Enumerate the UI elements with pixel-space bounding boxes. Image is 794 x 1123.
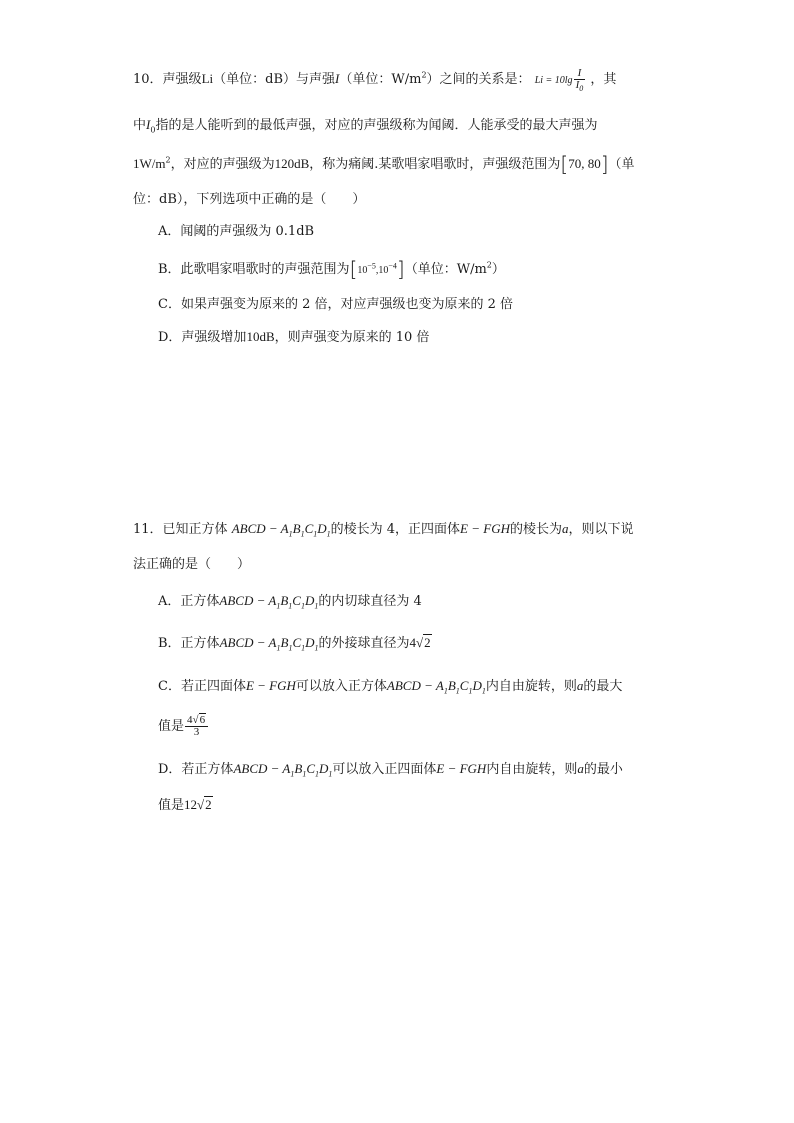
subscript: 1	[314, 769, 319, 779]
subscript: 1	[288, 529, 293, 539]
q10-option-c: C．如果声强变为原来的 2 倍，对应声强级也变为原来的 2 倍	[158, 297, 514, 312]
subscript: 1	[276, 601, 281, 611]
text: D	[472, 678, 482, 693]
fraction	[574, 67, 586, 94]
superscript: 2	[165, 155, 171, 165]
tetra-name: E − FGH	[245, 678, 296, 693]
text: 的最大	[583, 679, 623, 694]
text: 值是	[158, 798, 185, 813]
math-var: a	[562, 521, 569, 536]
subscript: 1	[468, 686, 473, 696]
superscript: −4	[388, 261, 397, 271]
text: ，称为痛阈.某歌唱家唱歌时，声强级范围为	[309, 157, 561, 172]
text: 的棱长为	[509, 522, 562, 537]
fraction	[185, 715, 208, 738]
text: （单	[608, 157, 635, 172]
coefficient: 4	[187, 714, 193, 726]
text: B	[292, 521, 301, 536]
formula	[534, 67, 591, 94]
text: 内自由旋转，则	[486, 762, 578, 777]
subscript: 1	[300, 529, 305, 539]
cube-name	[386, 678, 486, 696]
text: ABCD − A	[233, 761, 291, 776]
q11-line-2: 法正确的是（ ）	[133, 557, 251, 572]
superscript: −5	[367, 261, 376, 271]
text: D	[317, 521, 327, 536]
text: ，对应的声强级为	[170, 157, 275, 172]
superscript: 2	[486, 260, 492, 270]
text: D	[304, 593, 315, 608]
text: ABCD − A	[231, 521, 289, 536]
sqrt: √2	[416, 635, 431, 650]
question-number: 11．	[133, 522, 163, 537]
subscript: 0	[150, 125, 156, 135]
superscript: 2	[421, 70, 427, 80]
subscript: 1	[481, 686, 486, 696]
text: D．声强级增加	[158, 330, 247, 345]
math-var: a	[577, 761, 584, 776]
q11-line-1	[133, 519, 634, 540]
q11-option-c-line-2	[158, 715, 209, 738]
subscript: 1	[455, 686, 460, 696]
radicand: 2	[205, 797, 212, 812]
right-bracket: ]	[396, 257, 405, 281]
q11-option-c	[158, 676, 622, 697]
text: B	[280, 635, 289, 650]
text: C．若正四面体	[158, 679, 246, 694]
text: C	[292, 593, 301, 608]
q11-option-b	[158, 633, 432, 654]
text: 可以放入正方体	[295, 679, 387, 694]
text: C	[459, 678, 469, 693]
coefficient: 12	[184, 797, 198, 812]
right-bracket: ]	[600, 152, 609, 176]
radicand: 6	[199, 714, 206, 726]
q10-option-a: A．闻阈的声强级为 0.1dB	[158, 224, 315, 239]
text: （单位：dB）与声强	[213, 72, 336, 87]
subscript: 1	[290, 769, 295, 779]
text: 的棱长为 4，正四面体	[330, 522, 461, 537]
text: ，其	[590, 72, 617, 87]
text: 的内切球直径为 4	[318, 594, 422, 609]
text: B	[294, 761, 303, 776]
text: B	[280, 593, 289, 608]
text: 的外接球直径为	[318, 636, 410, 651]
text: 已知正方体	[162, 522, 228, 537]
text: ABCD − A	[219, 635, 277, 650]
tetra-name: E − FGH	[460, 521, 510, 536]
interval	[357, 261, 397, 276]
subscript: 1	[314, 643, 319, 653]
text: 的最小	[583, 762, 623, 777]
text: C	[304, 521, 314, 536]
text: D	[318, 761, 329, 776]
text: 10	[357, 265, 368, 276]
text: ,10	[375, 265, 389, 276]
text: 10dB	[246, 329, 275, 344]
text: D．若正方体	[158, 762, 234, 777]
left-bracket: [	[560, 152, 569, 176]
q10-line-4: 位：dB），下列选项中正确的是（ ）	[133, 192, 366, 207]
subscript: 1	[302, 769, 307, 779]
radicand: 2	[424, 635, 431, 650]
subscript: 1	[300, 601, 305, 611]
denominator: 3	[193, 726, 200, 738]
math-var: I	[146, 117, 151, 132]
math-var: a	[576, 678, 584, 693]
text: B．正方体	[158, 636, 220, 651]
text: 可以放入正四面体	[332, 762, 437, 777]
text: （单位：W/m	[404, 262, 487, 277]
text: ，则以下说	[568, 522, 634, 537]
subscript: 1	[443, 686, 448, 696]
text: ）	[491, 262, 505, 277]
q11-option-d-line-2	[158, 795, 213, 816]
subscript: 1	[326, 529, 331, 539]
text: ，则声强变为原来的 10 倍	[274, 330, 430, 345]
q10-option-d	[158, 327, 429, 348]
subscript: 1	[314, 601, 319, 611]
subscript: 1	[288, 643, 293, 653]
subscript: 1	[301, 643, 306, 653]
q11-option-d	[158, 759, 623, 780]
text: A．正方体	[158, 594, 220, 609]
text: D	[305, 635, 315, 650]
text: B	[447, 678, 456, 693]
tetra-name: E − FGH	[436, 761, 487, 776]
denominator	[574, 79, 586, 94]
text: 1W/m	[133, 156, 166, 171]
text: 声强级	[162, 72, 202, 87]
text: （单位：W/m	[339, 72, 422, 87]
q10-line-1	[133, 67, 617, 94]
text: 120dB	[274, 156, 310, 171]
text: ）之间的关系是：	[426, 72, 531, 87]
subscript: 1	[276, 643, 281, 653]
math-var: I	[335, 71, 340, 86]
cube-name	[219, 593, 319, 611]
text: 内自由旋转，则	[485, 679, 577, 694]
subscript: 1	[328, 769, 333, 779]
cube-name	[231, 521, 331, 539]
text: ABCD − A	[386, 678, 444, 693]
text: 中	[133, 118, 147, 133]
sqrt: √2	[197, 797, 212, 812]
text: C	[292, 635, 302, 650]
text: 指的是人能听到的最低声强，对应的声强级称为闻阈．人能承受的最大声强为	[155, 118, 598, 133]
text: B．此歌唱家唱歌时的声强范围为	[158, 262, 350, 277]
cube-name	[219, 635, 319, 653]
q10-line-2	[133, 115, 597, 136]
text: C	[306, 761, 315, 776]
interval: 70, 80	[568, 156, 601, 171]
sqrt: √6	[192, 714, 206, 726]
subscript: 1	[313, 529, 318, 539]
left-bracket: [	[349, 257, 358, 281]
text: 值是	[158, 719, 185, 734]
formula-lhs: Li = 10lg	[534, 75, 573, 86]
numerator: I	[574, 68, 586, 80]
text: ABCD − A	[219, 593, 277, 608]
question-number: 10．	[133, 72, 163, 87]
q10-line-3	[133, 154, 635, 175]
subscript: 1	[288, 601, 293, 611]
q11-option-a	[158, 591, 422, 612]
text: I	[575, 79, 580, 91]
subscript: 0	[579, 84, 584, 94]
q10-option-b	[158, 259, 505, 281]
coefficient: 4	[409, 635, 417, 650]
text: Li	[201, 71, 214, 86]
cube-name	[233, 761, 333, 779]
